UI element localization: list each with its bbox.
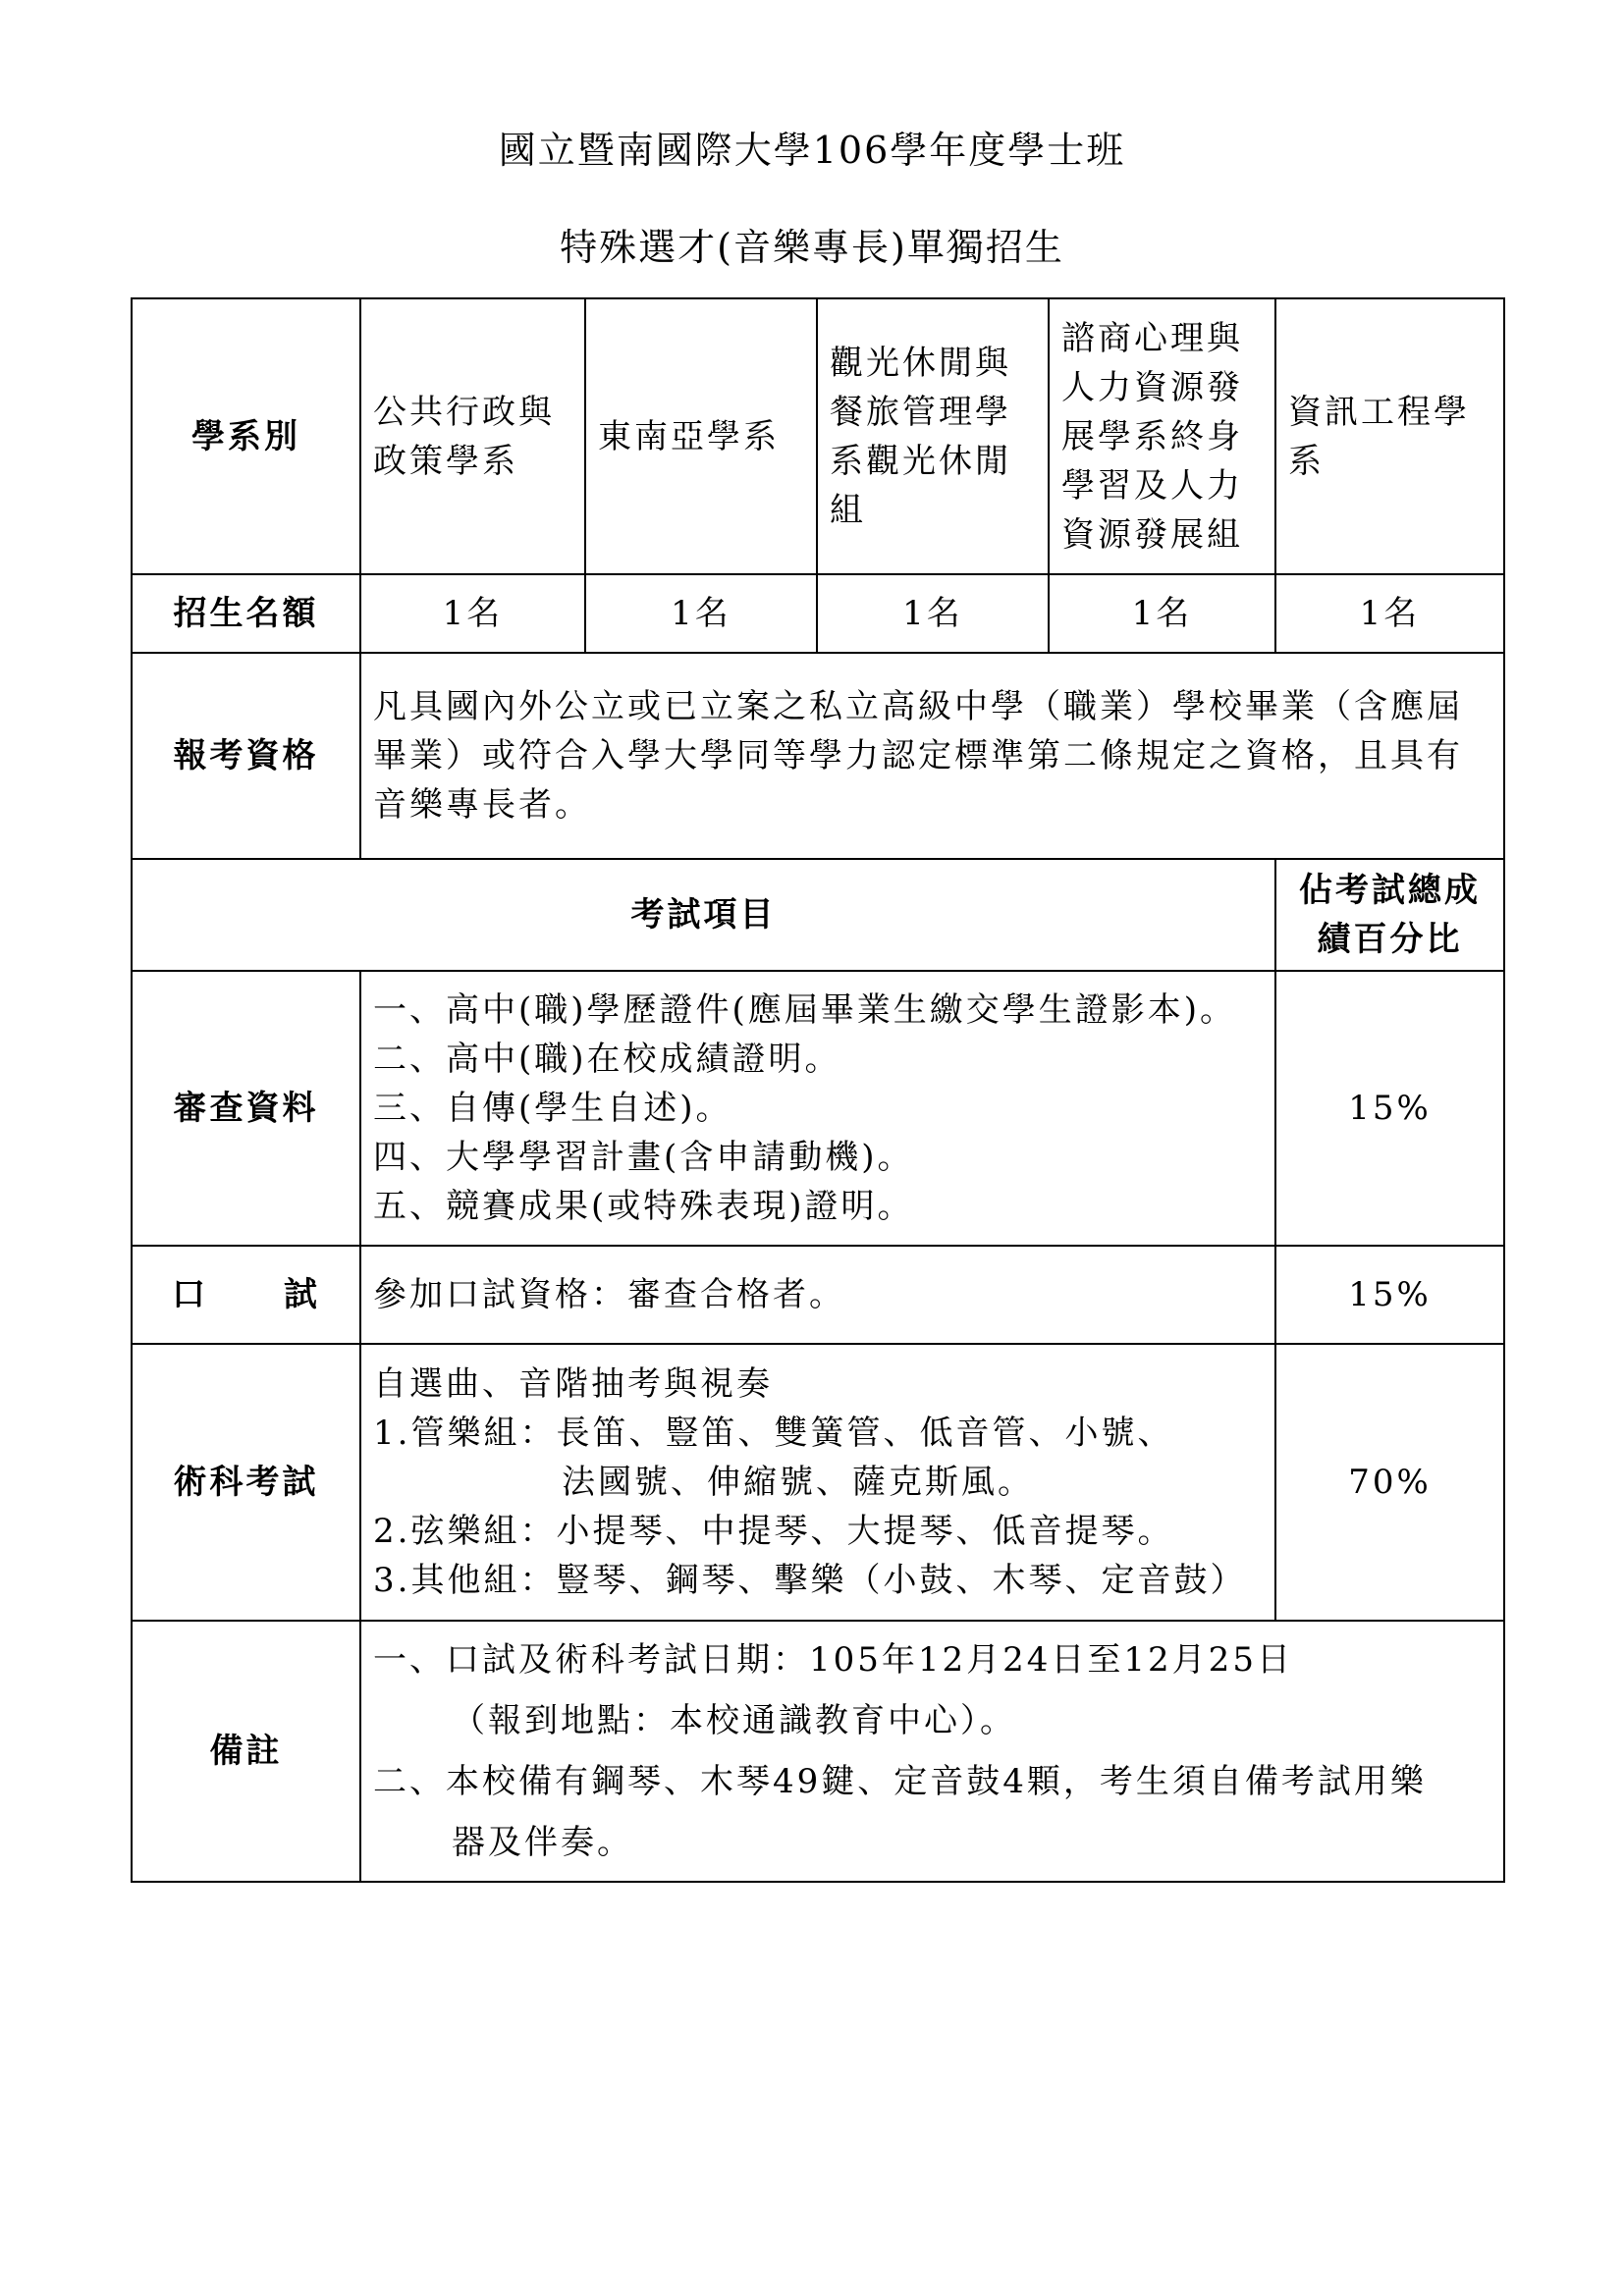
review-weight: 15% [1275,971,1504,1246]
interview-text: 參加口試資格：審查合格者。 [360,1246,1275,1344]
exam-header-row [132,859,1504,971]
document-title: 國立暨南國際大學106學年度學士班 [498,129,1126,172]
review-label: 審查資料 [132,971,360,1246]
dept-cell-5: 資訊工程學系 [1275,298,1504,574]
review-row [132,971,1504,1246]
remarks-line: （報到地點：本校通識教育中心）。 [452,1701,1016,1740]
dept-cell-2: 東南亞學系 [585,298,817,574]
review-item: 二、高中(職)在校成績證明。 [373,1040,841,1079]
remarks-line: 二、本校備有鋼琴、木琴49鍵、定音鼓4顆，考生須自備考試用樂 [373,1762,1427,1801]
remarks-line: 器及伴奏。 [452,1823,633,1862]
audition-label: 術科考試 [132,1344,360,1621]
review-item: 五、競賽成果(或特殊表現)證明。 [373,1187,914,1226]
dept-cell-4: 諮商心理與人力資源發展學系終身學習及人力資源發展組 [1049,298,1275,574]
dept-cell-1: 公共行政與政策學系 [360,298,585,574]
quota-header: 招生名額 [132,574,360,653]
audition-line: 1.管樂組：長笛、豎笛、雙簧管、低音管、小號、 [373,1414,1174,1453]
admission-table [131,297,1505,1883]
audition-row [132,1344,1504,1621]
review-item: 四、大學學習計畫(含申請動機)。 [373,1138,914,1177]
review-items [360,971,1275,1246]
quota-cell-5: 1名 [1275,574,1504,653]
dept-header: 學系別 [132,298,360,574]
review-item: 三、自傳(學生自述)。 [373,1089,732,1128]
interview-row [132,1246,1504,1344]
quota-cell-3: 1名 [817,574,1049,653]
eligibility-text: 凡具國內外公立或已立案之私立高級中學（職業）學校畢業（含應屆畢業）或符合入學大學同等學力認定標準第二條規定之資格，且具有音樂專長者。 [360,653,1504,859]
interview-label-a: 口 [172,1275,208,1314]
eligibility-header: 報考資格 [132,653,360,859]
interview-label-b: 試 [284,1275,320,1314]
dept-cell-3: 觀光休閒與餐旅管理學系觀光休閒組 [817,298,1049,574]
interview-weight: 15% [1275,1246,1504,1344]
quota-cell-4: 1名 [1049,574,1275,653]
department-row [132,298,1504,574]
remarks-line: 一、口試及術科考試日期：105年12月24日至12月25日 [373,1640,1293,1680]
remarks-row [132,1621,1504,1882]
audition-line: 2.弦樂組：小提琴、中提琴、大提琴、低音提琴。 [373,1512,1174,1551]
interview-label [132,1246,360,1344]
review-item: 一、高中(職)學歷證件(應屆畢業生繳交學生證影本)。 [373,990,1237,1030]
exam-items-header: 考試項目 [132,859,1275,971]
audition-line: 法國號、伸縮號、薩克斯風。 [562,1463,1034,1502]
audition-line: 自選曲、音階抽考與視奏 [373,1364,773,1404]
quota-cell-2: 1名 [585,574,817,653]
remarks-text [360,1621,1504,1882]
quota-row [132,574,1504,653]
eligibility-row [132,653,1504,859]
quota-cell-1: 1名 [360,574,585,653]
weight-header: 佔考試總成績百分比 [1275,859,1504,971]
audition-items [360,1344,1275,1621]
document-subtitle: 特殊選才(音樂專長)單獨招生 [560,226,1064,269]
remarks-label: 備註 [132,1621,360,1882]
audition-line: 3.其他組：豎琴、鋼琴、擊樂（小鼓、木琴、定音鼓） [373,1561,1247,1600]
audition-weight: 70% [1275,1344,1504,1621]
